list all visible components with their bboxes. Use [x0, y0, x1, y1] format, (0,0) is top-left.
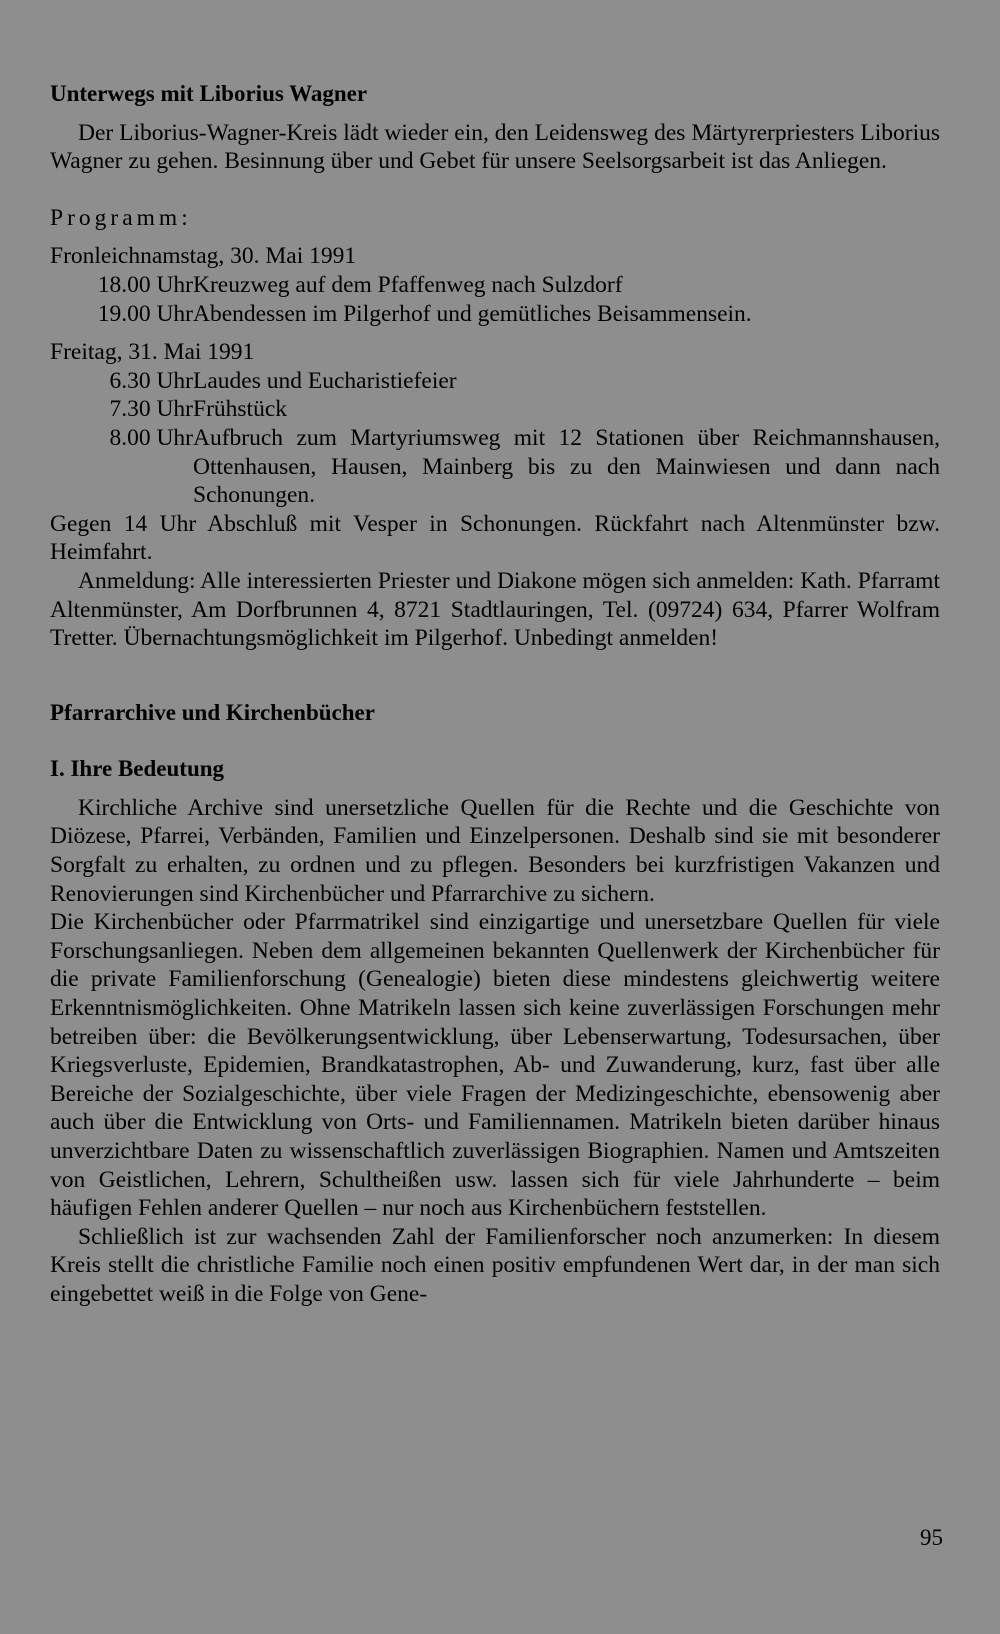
schedule-row — [50, 300, 940, 329]
schedule-time: 8.00 Uhr — [109, 424, 193, 451]
day1-date: Fronleichnamstag, 30. Mai 1991 — [50, 243, 357, 270]
program-label: Programm: — [50, 204, 192, 231]
intro-paragraph: Der Liborius-Wagner-Kreis lädt wieder ein, den Leidensweg des Märtyrerpriesters Liborius Wagner zu gehen. Besinnung über und Gebet für unsere Seelsorgsarbeit ist das Anliegen. — [50, 119, 940, 175]
schedule-text: Frühstück — [193, 396, 287, 423]
schedule-row — [50, 271, 940, 300]
schedule-time: 7.30 Uhr — [109, 396, 193, 423]
section-heading-liborius: Unterwegs mit Liborius Wagner — [50, 81, 368, 106]
body-paragraph: Kirchliche Archive sind unersetzliche Quellen für die Rechte und die Geschichte von Diözese, Pfarrei, Verbänden, Familien und Einzelpersonen. Deshalb sind sie mit besonderer Sorgfalt zu erhalten, zu ordnen und zu pflegen. Besonders bei kurzfristigen Vakanzen und Renovierungen sind Kirchenbücher und Pfarrarchive zu sichern. — [50, 794, 940, 907]
day2-date: Freitag, 31. Mai 1991 — [50, 339, 255, 366]
schedule-row — [50, 367, 940, 396]
schedule-text: Kreuzweg auf dem Pfaffenweg nach Sulzdorf — [193, 271, 623, 298]
body-paragraph: Die Kirchenbücher oder Pfarrmatrikel sind einzigartige und unersetzbare Quellen für viele Forschungsanliegen. Neben dem allgemeinen bekannten Quellenwerk der Kirchenbücher für die private Familienforschung (Genealogie) bieten diese mindestens gleichwertig weitere Erkenntnismöglichkeiten. Ohne Matrikeln lassen sich keine zuverlässigen Forschungen mehr betreiben über: die Bevölkerungsentwicklung, über Lebenserwartung, Todesursachen, über Kriegsverluste, Epidemien, Brandkatastrophen, Ab- und Zuwanderung, kurz, fast über alle Bereiche der Sozialgeschichte, über viele Fragen der Medizingeschichte, ebensowenig aber auch über die Entwicklung von Orts- und Familiennamen. Matrikeln bieten darüber hinaus unverzichtbare Daten zu wissenschaftlich zuverlässigen Biographien. Namen und Amtszeiten von Geistlichen, Lehrern, Schultheißen usw. lassen sich für viele Jahrhunderte – beim häufigen Fehlen anderer Quellen – nur noch aus Kirchenbüchern feststellen. — [50, 909, 940, 1222]
schedule-time: 18.00 Uhr — [97, 271, 193, 298]
schedule-text: Aufbruch zum Martyriumsweg mit 12 Stationen über Reichmannshausen, Ottenhausen, Hausen, Mainberg bis zu den Mainwiesen und dann nach Schonungen. — [193, 424, 940, 509]
section-heading-archives: Pfarrarchive und Kirchenbücher — [50, 699, 375, 725]
document-page — [50, 80, 940, 1309]
schedule-text: Laudes und Eucharistiefeier — [193, 367, 457, 394]
body-paragraph: Schließlich ist zur wachsenden Zahl der Familienforscher noch anzumerken: In diesem Kreis stellt die christliche Familie noch einen positiv empfundenen Wert dar, in der man sich eingebettet weiß in die Folge von Gene- — [50, 1223, 940, 1307]
page-number: 95 — [920, 1525, 943, 1550]
schedule-text: Abendessen im Pilgerhof und gemütliches Beisammensein. — [193, 300, 752, 327]
closing-paragraph: Gegen 14 Uhr Abschluß mit Vesper in Schonungen. Rückfahrt nach Altenmünster bzw. Heimfahrt. — [50, 510, 940, 566]
schedule-row — [50, 424, 940, 510]
registration-paragraph: Anmeldung: Alle interessierten Priester und Diakone mögen sich anmelden: Kath. Pfarramt Altenmünster, Am Dorfbrunnen 4, 8721 Stadtlauringen, Tel. (09724) 634, Pfarrer Wolfram Tretter. Übernachtungsmöglichkeit im Pilgerhof. Unbedingt anmelden! — [50, 567, 940, 652]
schedule-time: 6.30 Uhr — [109, 367, 193, 394]
schedule-time: 19.00 Uhr — [97, 300, 193, 327]
schedule-row — [50, 395, 940, 424]
subsection-heading: I. Ihre Bedeutung — [50, 756, 225, 782]
